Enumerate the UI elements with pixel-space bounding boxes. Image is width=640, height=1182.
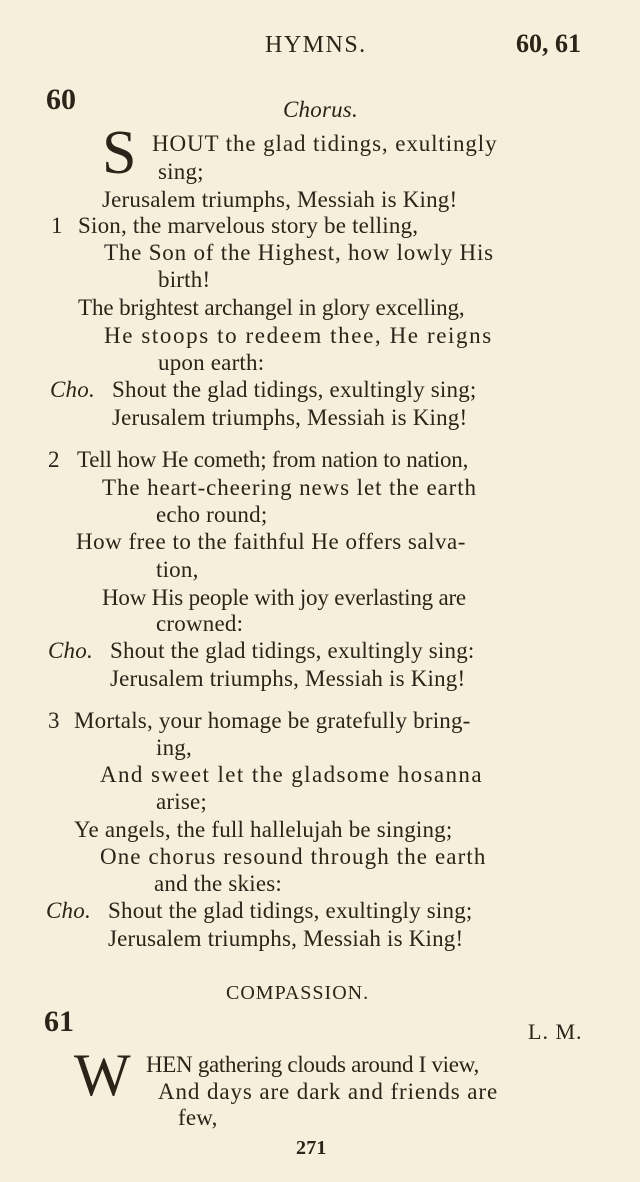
verse-3-line-5: Ye angels, the full hallelujah be singing;: [74, 817, 453, 842]
hymn-61-line-1: HEN gathering clouds around I view,: [146, 1052, 479, 1077]
cho-1-line-1: Shout the glad tidings, exultingly sing;: [112, 377, 477, 402]
verse-3-line-1: Mortals, your homage be gratefully bring-: [74, 708, 471, 733]
verse-3-line-4: arise;: [156, 789, 208, 814]
verse-2-line-1: Tell how He cometh; from nation to nation,: [77, 447, 469, 472]
verse-2-line-4: How free to the faithful He offers salva-: [76, 529, 466, 554]
dropcap-w: W: [74, 1042, 131, 1108]
verse-1-line-5: He stoops to redeem thee, He reigns: [104, 323, 493, 348]
verse-1-line-2: The Son of the Highest, how lowly His: [104, 240, 494, 265]
dropcap-s: S: [102, 119, 137, 187]
verse-2-line-2: The heart-cheering news let the earth: [102, 475, 477, 500]
cho-label-1: Cho.: [50, 377, 95, 402]
hymn-61-number: 61: [44, 1005, 74, 1038]
verse-1-line-6: upon earth:: [158, 350, 265, 375]
verse-1-line-1: Sion, the marvelous story be telling,: [78, 213, 419, 238]
verse-3-line-7: and the skies:: [154, 871, 282, 896]
verse-1-line-3: birth!: [158, 267, 211, 292]
verse-2-line-3: echo round;: [156, 502, 268, 527]
chorus-line-2: sing;: [158, 159, 204, 184]
verse-3-line-3: And sweet let the gladsome hosanna: [100, 762, 483, 787]
hymn-61-line-2: And days are dark and friends are: [158, 1079, 499, 1104]
cho-1-line-2: Jerusalem triumphs, Messiah is King!: [112, 405, 468, 430]
page-number: 271: [296, 1137, 327, 1159]
section-title-compassion: COMPASSION.: [226, 982, 370, 1004]
verse-2-line-6: How His people with joy everlasting are: [102, 585, 466, 610]
cho-label-3: Cho.: [46, 898, 91, 923]
chorus-line-1: HOUT the glad tidings, exultingly: [152, 131, 498, 156]
verse-3-line-6: One chorus resound through the earth: [100, 844, 487, 869]
verse-2-line-5: tion,: [156, 557, 199, 582]
verse-1-line-4: The brightest archangel in glory excelling,: [78, 295, 465, 320]
cho-3-line-2: Jerusalem triumphs, Messiah is King!: [108, 926, 464, 951]
meter-label: L. M.: [528, 1019, 583, 1044]
hymn-61-line-3: few,: [178, 1105, 218, 1130]
chorus-heading: Chorus.: [283, 97, 358, 122]
verse-2-line-7: crowned:: [156, 611, 244, 636]
hymn-60-number: 60: [46, 83, 76, 116]
running-header-title: HYMNS.: [265, 32, 367, 58]
verse-1-number: 1: [51, 213, 63, 238]
cho-3-line-1: Shout the glad tidings, exultingly sing;: [108, 898, 473, 923]
verse-2-number: 2: [48, 447, 60, 472]
verse-3-number: 3: [48, 708, 60, 733]
verse-3-line-2: ing,: [156, 735, 192, 760]
chorus-line-3: Jerusalem triumphs, Messiah is King!: [102, 187, 458, 212]
cho-2-line-1: Shout the glad tidings, exultingly sing:: [110, 638, 475, 663]
cho-2-line-2: Jerusalem triumphs, Messiah is King!: [110, 666, 466, 691]
cho-label-2: Cho.: [48, 638, 93, 663]
running-header-numbers: 60, 61: [516, 29, 581, 58]
